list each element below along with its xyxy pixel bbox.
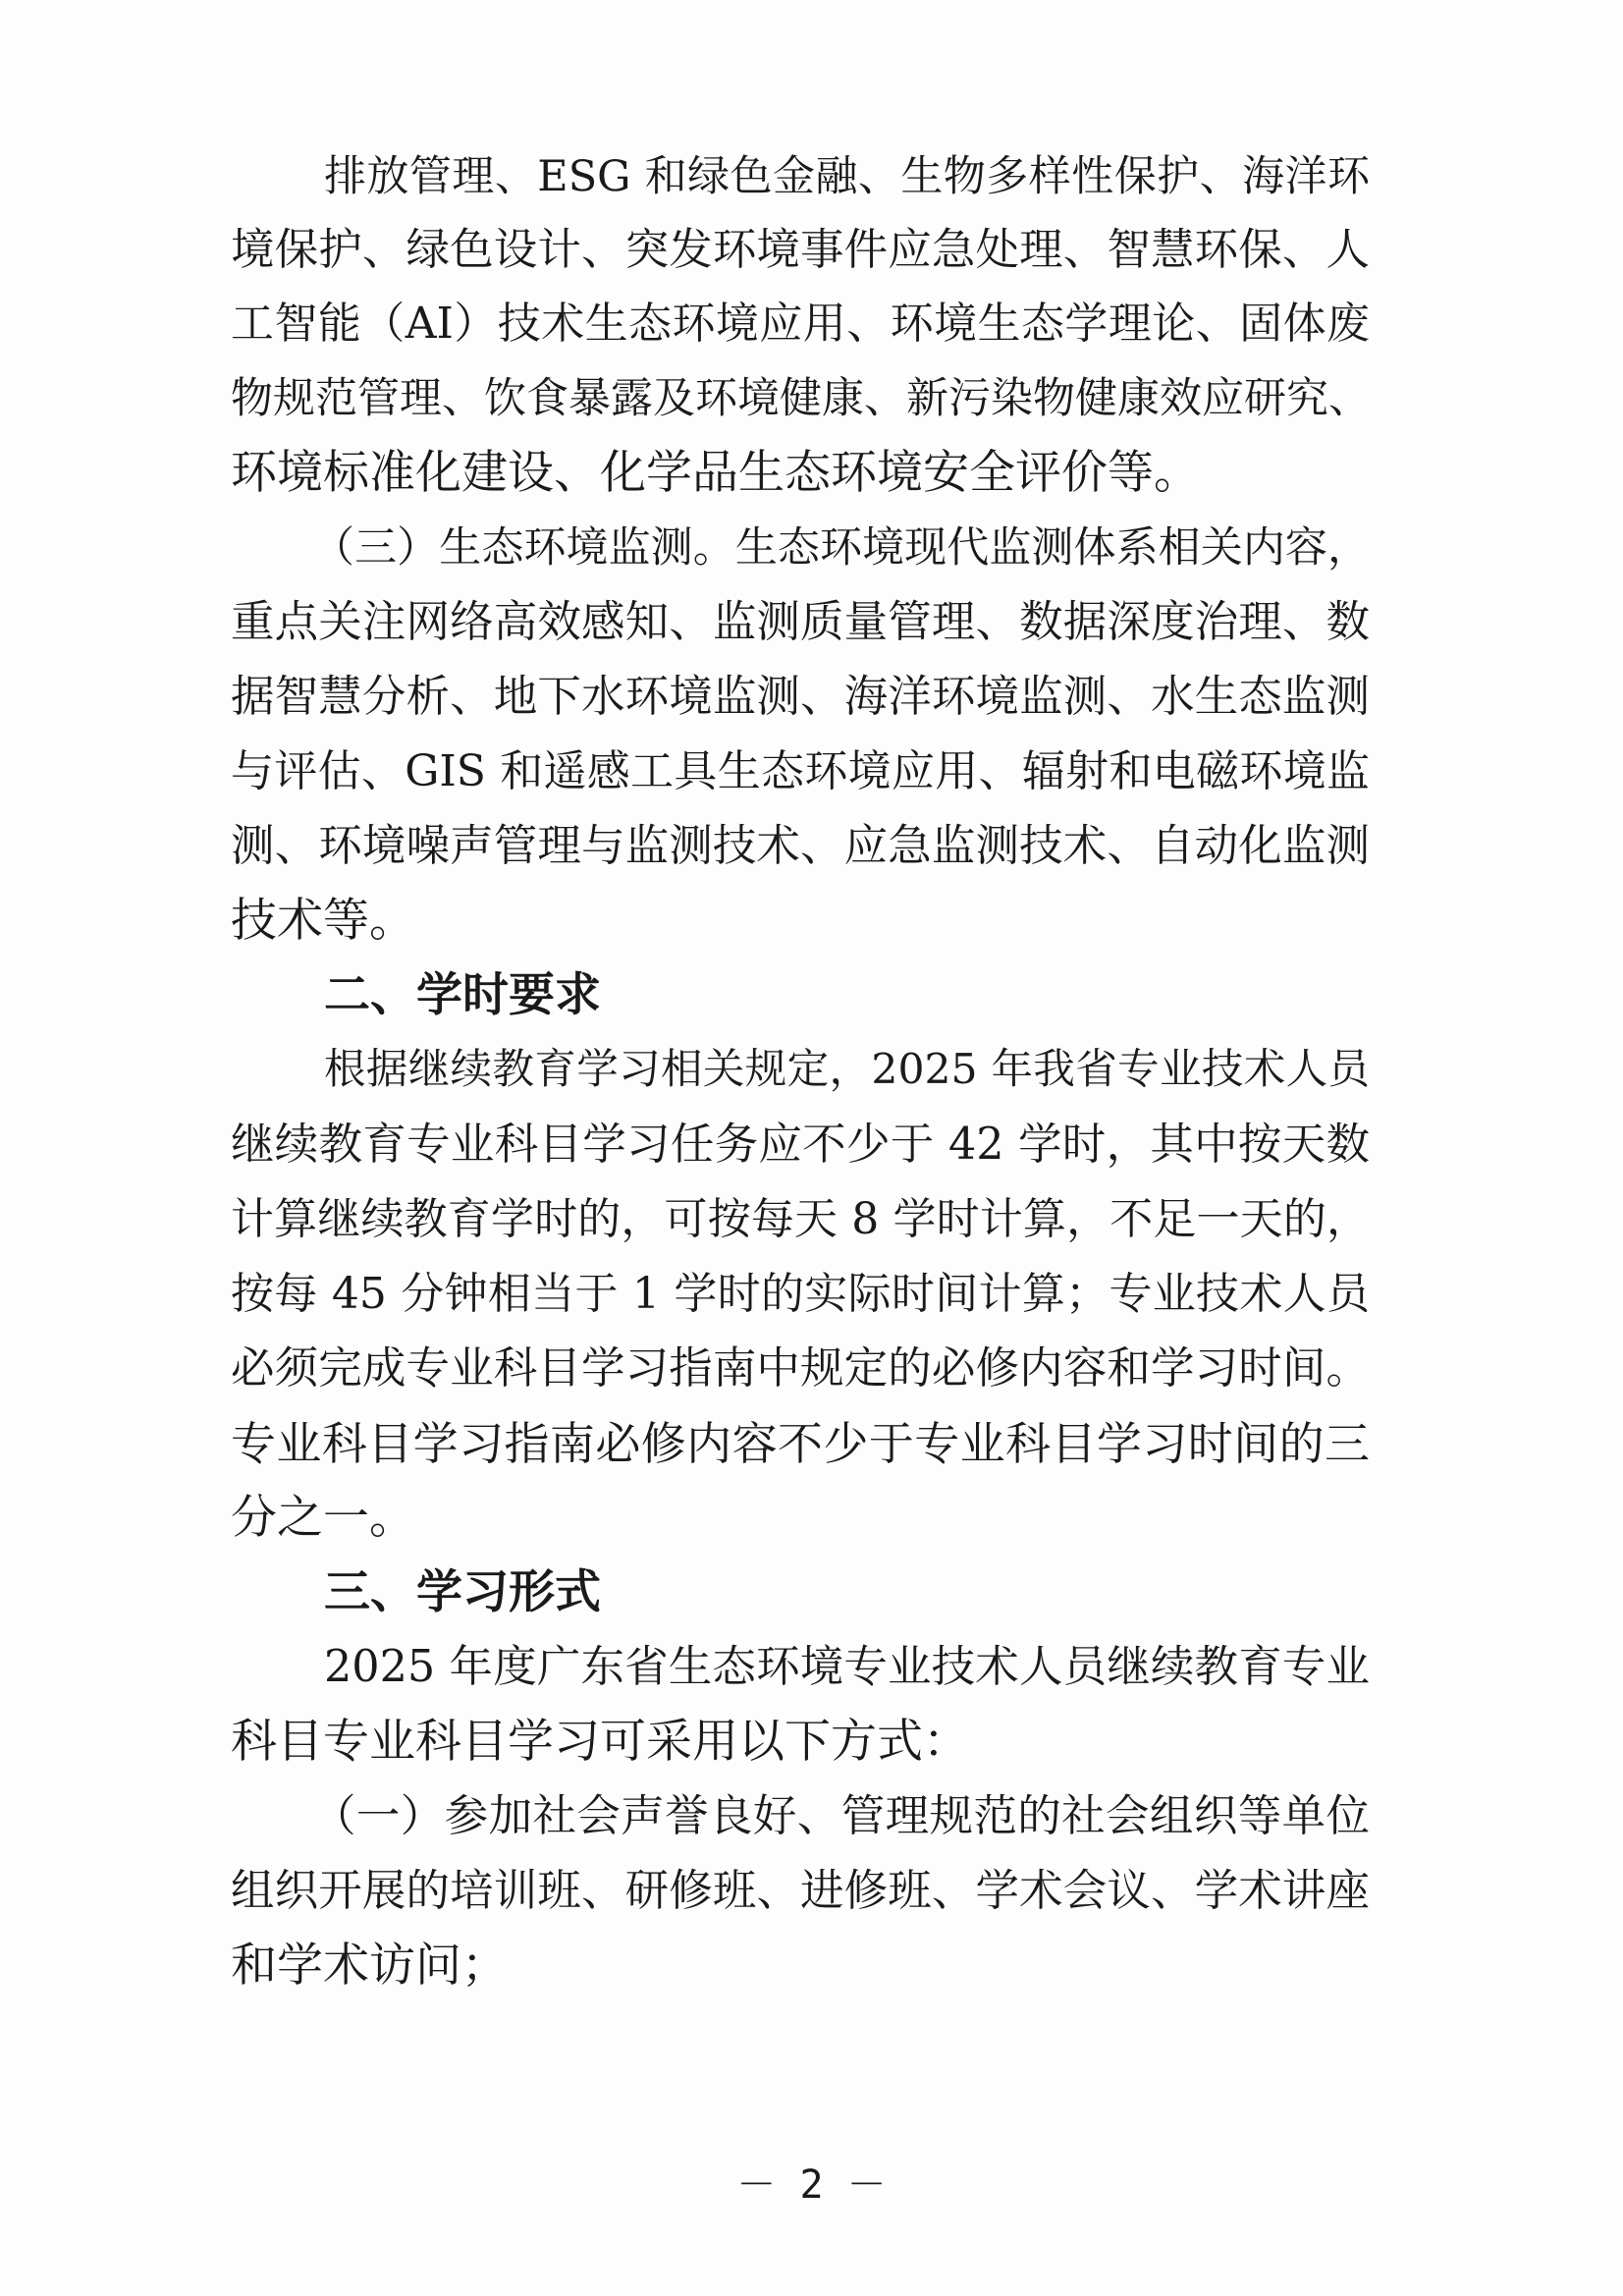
p2-line-6: 技术等。 [231, 894, 415, 948]
page-number: － 2 － [736, 2162, 887, 2208]
p2-line-4: 与评估、GIS 和遥感工具生态环境应用、辐射和电磁环境监 [231, 746, 1370, 796]
p4-line-1: 2025 年度广东省生态环境专业技术人员继续教育专业 [324, 1642, 1370, 1692]
p2-line-5: 测、环境噪声管理与监测技术、应急监测技术、自动化监测 [231, 821, 1370, 871]
section-heading-2: 二、学时要求 [324, 968, 601, 1022]
p1-line-1: 排放管理、ESG 和绿色金融、生物多样性保护、海洋环 [324, 152, 1370, 201]
p2-line-2: 重点关注网络高效感知、监测质量管理、数据深度治理、数 [231, 597, 1370, 647]
p3-line-2: 继续教育专业科目学习任务应不少于 42 学时，其中按天数 [231, 1120, 1370, 1170]
section-heading-3: 三、学习形式 [324, 1565, 601, 1619]
p3-line-1: 根据继续教育学习相关规定，2025 年我省专业技术人员 [324, 1046, 1370, 1094]
p3-line-7: 分之一。 [231, 1491, 415, 1545]
p1-line-3: 工智能（AI）技术生态环境应用、环境生态学理论、固体废 [231, 299, 1370, 349]
p1-line-5: 环境标准化建设、化学品生态环境安全评价等。 [231, 446, 1200, 500]
p3-line-4: 按每 45 分钟相当于 1 学时的实际时间计算；专业技术人员 [231, 1269, 1370, 1319]
p2-line-3: 据智慧分析、地下水环境监测、海洋环境监测、水生态监测 [231, 672, 1370, 722]
p5-line-2: 组织开展的培训班、研修班、进修班、学术会议、学术讲座 [231, 1866, 1370, 1916]
p3-line-3: 计算继续教育学时的，可按每天 8 学时计算，不足一天的， [231, 1194, 1370, 1244]
p3-line-6: 专业科目学习指南必修内容不少于专业科目学习时间的三 [231, 1417, 1370, 1470]
p5-line-1: （一）参加社会声誉良好、管理规范的社会组织等单位 [312, 1791, 1370, 1841]
p3-line-5: 必须完成专业科目学习指南中规定的必修内容和学习时间。 [231, 1343, 1370, 1394]
p5-line-3: 和学术访问； [231, 1939, 508, 1993]
p1-line-2: 境保护、绿色设计、突发环境事件应急处理、智慧环保、人 [231, 225, 1370, 275]
p2-line-1: （三）生态环境监测。生态环境现代监测体系相关内容， [312, 523, 1370, 573]
p4-line-2: 科目专业科目学习可采用以下方式： [231, 1715, 969, 1769]
p1-line-4: 物规范管理、饮食暴露及环境健康、新污染物健康效应研究、 [231, 374, 1371, 423]
